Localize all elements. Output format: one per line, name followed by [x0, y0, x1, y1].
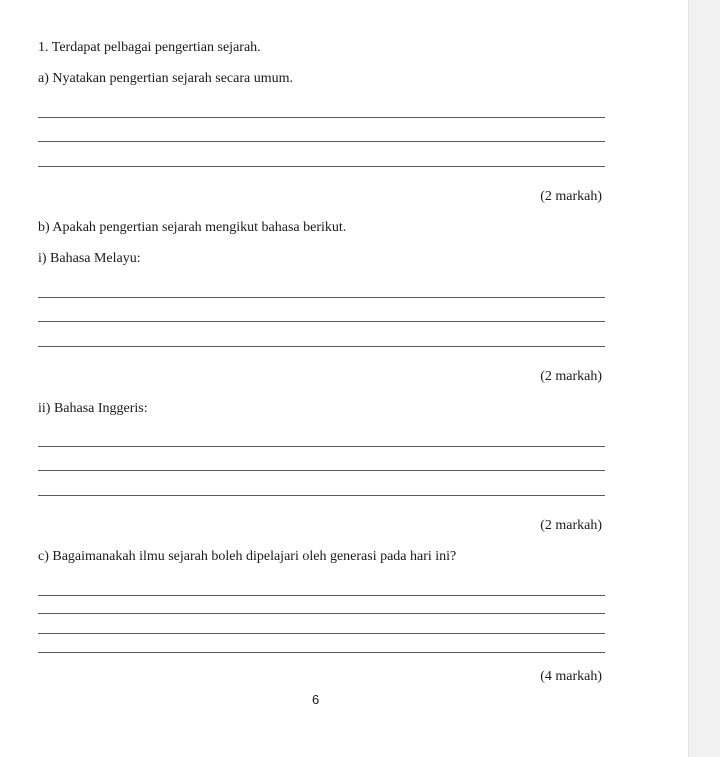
- answer-line: [38, 141, 605, 142]
- part-c-marks: (4 markah): [540, 669, 602, 684]
- answer-line: [38, 652, 605, 653]
- part-b-i-prompt: i) Bahasa Melayu:: [38, 251, 141, 266]
- answer-line: [38, 297, 605, 298]
- answer-line: [38, 446, 605, 447]
- answer-line: [38, 166, 605, 167]
- part-a-prompt: a) Nyatakan pengertian sejarah secara umum.: [38, 71, 293, 86]
- answer-line: [38, 346, 605, 347]
- answer-line: [38, 495, 605, 496]
- answer-line: [38, 613, 605, 614]
- answer-line: [38, 470, 605, 471]
- part-b-prompt: b) Apakah pengertian sejarah mengikut bahasa berikut.: [38, 220, 347, 235]
- part-b-ii-marks: (2 markah): [540, 518, 602, 533]
- part-b-ii-prompt: ii) Bahasa Inggeris:: [38, 401, 148, 416]
- answer-line: [38, 117, 605, 118]
- answer-line: [38, 321, 605, 322]
- part-b-i-marks: (2 markah): [540, 369, 602, 384]
- scrollbar-gutter[interactable]: [688, 0, 720, 757]
- answer-line: [38, 633, 605, 634]
- page-number: 6: [312, 692, 320, 707]
- answer-line: [38, 595, 605, 596]
- question-title: 1. Terdapat pelbagai pengertian sejarah.: [38, 40, 261, 55]
- part-c-prompt: c) Bagaimanakah ilmu sejarah boleh dipelajari oleh generasi pada hari ini?: [38, 549, 457, 564]
- part-a-marks: (2 markah): [540, 189, 602, 204]
